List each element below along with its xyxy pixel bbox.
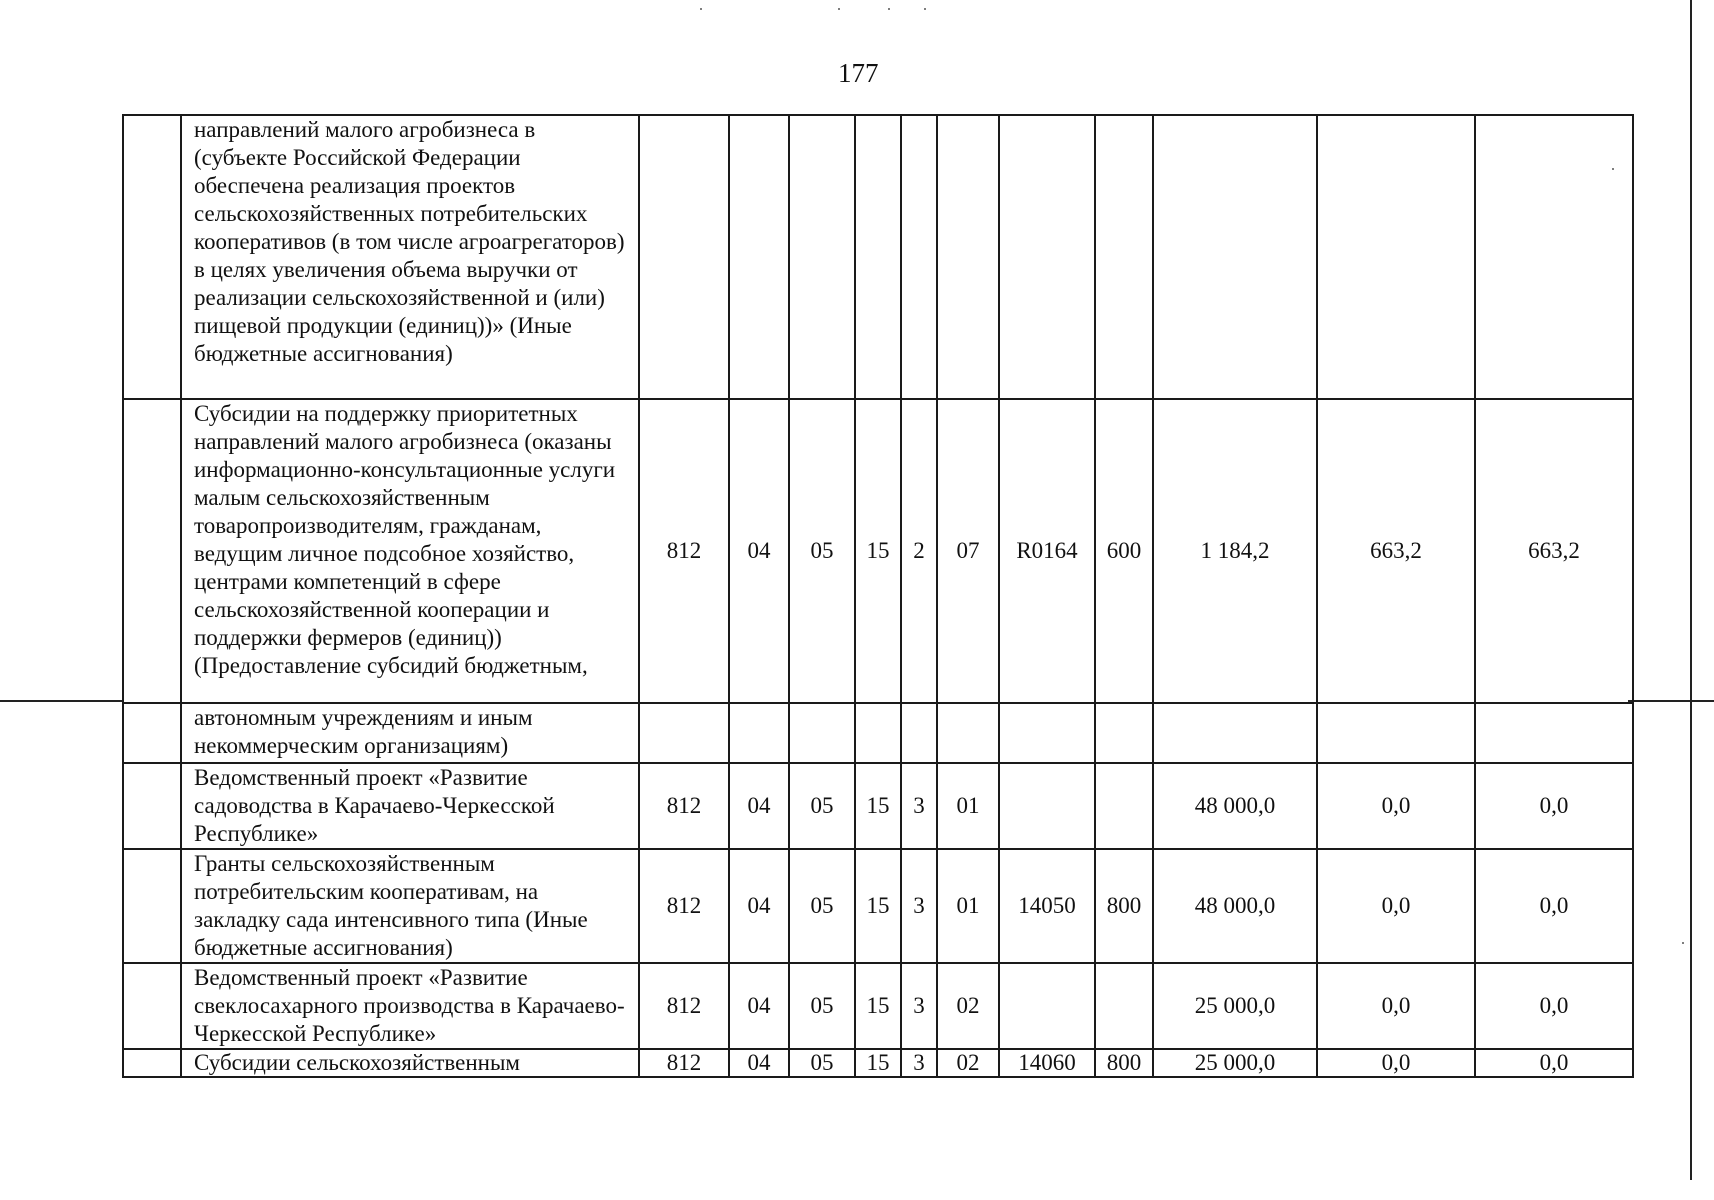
gr-cell: 812 (639, 763, 729, 849)
gr-cell: 812 (639, 849, 729, 963)
sum-year3-cell (1475, 115, 1633, 399)
program-cell (855, 703, 901, 763)
gr-cell: 812 (639, 963, 729, 1049)
gr-cell (639, 703, 729, 763)
rz-cell (729, 703, 789, 763)
expense-type-cell (1095, 703, 1153, 763)
sum-year2-cell (1317, 703, 1475, 763)
sum-year2-cell: 0,0 (1317, 963, 1475, 1049)
expense-type-cell (1095, 963, 1153, 1049)
row-number-cell (123, 703, 181, 763)
subprogram-cell (937, 703, 999, 763)
table-row (123, 763, 1633, 849)
rz-cell: 04 (729, 963, 789, 1049)
table-row (123, 703, 1633, 763)
direction-cell (999, 115, 1095, 399)
direction-cell: R0164 (999, 399, 1095, 703)
description-cell: Ведомственный проект «Развитие садоводства в Карачаево-Черкесской Республике» (181, 763, 639, 849)
expense-type-cell: 800 (1095, 1049, 1153, 1077)
subprogram-cell: 01 (937, 849, 999, 963)
sum-year1-cell: 48 000,0 (1153, 763, 1317, 849)
program-cell: 15 (855, 963, 901, 1049)
sum-year3-cell: 663,2 (1475, 399, 1633, 703)
direction-cell (999, 963, 1095, 1049)
scan-dot (888, 8, 890, 10)
program-cell: 15 (855, 849, 901, 963)
description-cell: автономным учреждениям и иным некоммерческим организациям) (181, 703, 639, 763)
scan-dot (1682, 942, 1684, 944)
table-row (123, 1049, 1633, 1077)
description-cell: Субсидии сельскохозяйственным (181, 1049, 639, 1077)
subprogram-cell: 02 (937, 963, 999, 1049)
expense-type-cell: 600 (1095, 399, 1153, 703)
sum-year1-cell (1153, 115, 1317, 399)
pr-cell: 05 (789, 1049, 855, 1077)
program-cell (855, 115, 901, 399)
rz-cell: 04 (729, 849, 789, 963)
scan-dot (838, 8, 840, 10)
type-cell: 3 (901, 963, 937, 1049)
row-number-cell (123, 115, 181, 399)
direction-cell: 14060 (999, 1049, 1095, 1077)
fold-line-right (1628, 700, 1714, 702)
pr-cell: 05 (789, 849, 855, 963)
sum-year2-cell: 0,0 (1317, 849, 1475, 963)
row-number-cell (123, 763, 181, 849)
sum-year3-cell: 0,0 (1475, 763, 1633, 849)
direction-cell (999, 763, 1095, 849)
sum-year3-cell (1475, 703, 1633, 763)
expense-type-cell: 800 (1095, 849, 1153, 963)
direction-cell: 14050 (999, 849, 1095, 963)
budget-table (122, 114, 1634, 1078)
sum-year3-cell: 0,0 (1475, 963, 1633, 1049)
pr-cell: 05 (789, 963, 855, 1049)
row-number-cell (123, 1049, 181, 1077)
direction-cell (999, 703, 1095, 763)
description-cell: Ведомственный проект «Развитие свеклосахарного производства в Карачаево-Черкесской Республике» (181, 963, 639, 1049)
gr-cell (639, 115, 729, 399)
rz-cell: 04 (729, 763, 789, 849)
subprogram-cell: 01 (937, 763, 999, 849)
sum-year1-cell (1153, 703, 1317, 763)
program-cell: 15 (855, 1049, 901, 1077)
fold-line-left (0, 700, 122, 702)
rz-cell: 04 (729, 1049, 789, 1077)
program-cell: 15 (855, 763, 901, 849)
type-cell: 3 (901, 849, 937, 963)
gr-cell: 812 (639, 399, 729, 703)
sum-year2-cell: 0,0 (1317, 1049, 1475, 1077)
table-row (123, 399, 1633, 703)
type-cell: 2 (901, 399, 937, 703)
subprogram-cell (937, 115, 999, 399)
page-number: 177 (838, 58, 879, 88)
description-cell: Гранты сельскохозяйственным потребительским кооперативам, на закладку сада интенсивного типа (Иные бюджетные ассигнования) (181, 849, 639, 963)
table-row (123, 115, 1633, 399)
sum-year1-cell: 48 000,0 (1153, 849, 1317, 963)
row-number-cell (123, 849, 181, 963)
row-number-cell (123, 963, 181, 1049)
expense-type-cell (1095, 763, 1153, 849)
scan-dot (700, 8, 702, 10)
program-cell: 15 (855, 399, 901, 703)
type-cell (901, 115, 937, 399)
type-cell: 3 (901, 763, 937, 849)
expense-type-cell (1095, 115, 1153, 399)
gr-cell: 812 (639, 1049, 729, 1077)
sum-year1-cell: 25 000,0 (1153, 963, 1317, 1049)
sum-year3-cell: 0,0 (1475, 1049, 1633, 1077)
table-row (123, 963, 1633, 1049)
sum-year2-cell (1317, 115, 1475, 399)
row-number-cell (123, 399, 181, 703)
sum-year2-cell: 0,0 (1317, 763, 1475, 849)
pr-cell: 05 (789, 763, 855, 849)
sum-year3-cell: 0,0 (1475, 849, 1633, 963)
pr-cell: 05 (789, 399, 855, 703)
sum-year2-cell: 663,2 (1317, 399, 1475, 703)
rz-cell (729, 115, 789, 399)
pr-cell (789, 703, 855, 763)
scan-border-right (1690, 0, 1692, 1180)
subprogram-cell: 02 (937, 1049, 999, 1077)
sum-year1-cell: 25 000,0 (1153, 1049, 1317, 1077)
table-row (123, 849, 1633, 963)
rz-cell: 04 (729, 399, 789, 703)
subprogram-cell: 07 (937, 399, 999, 703)
pr-cell (789, 115, 855, 399)
description-cell: направлений малого агробизнеса в (субъекте Российской Федерации обеспечена реализация проектов сельскохозяйственных потребительских кооперативов (в том числе агроагрегаторов) в целях увеличения объема выручки от реализации сельскохозяйственной и (или) пищевой продукции (единиц))» (Иные бюджетные ассигнования) (181, 115, 639, 399)
description-cell: Субсидии на поддержку приоритетных направлений малого агробизнеса (оказаны информационно-консультационные услуги малым сельскохозяйственным товаропроизводителям, гражданам, ведущим личное подсобное хозяйство, центрами компетенций в сфере сельскохозяйственной кооперации и поддержки фермеров (единиц)) (Предоставление субсидий бюджетным, (181, 399, 639, 703)
type-cell: 3 (901, 1049, 937, 1077)
type-cell (901, 703, 937, 763)
scan-dot (924, 8, 926, 10)
sum-year1-cell: 1 184,2 (1153, 399, 1317, 703)
